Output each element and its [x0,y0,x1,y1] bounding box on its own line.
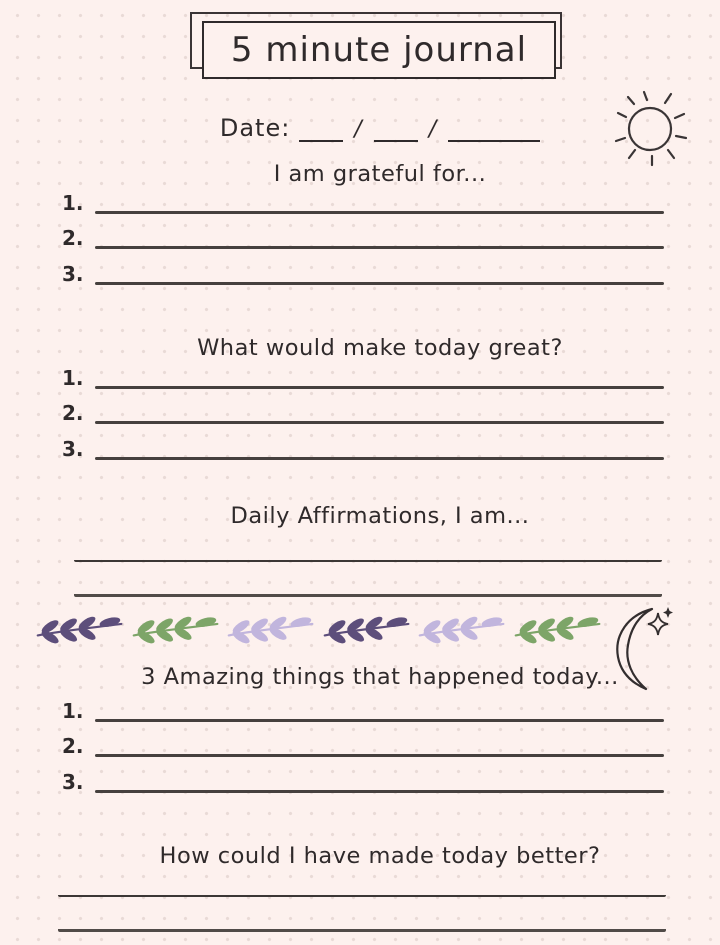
leaf-sprig-icon [418,614,506,648]
writing-line[interactable] [95,282,664,285]
section-heading-better: How could I have made today better? [159,843,601,869]
sparkle-icon [663,607,673,618]
line-number-label: 3. [62,769,84,794]
line-number-label: 1. [62,190,84,215]
journal-line-row [62,178,664,214]
journal-line-row [62,353,664,389]
writing-line[interactable] [95,421,664,424]
line-number-label: 2. [62,226,84,250]
better-lines [58,862,666,932]
amazing-lines [62,686,664,793]
writing-line[interactable] [95,386,664,389]
leaf-sprig-icon [323,614,411,648]
divider-leaf-garland [36,613,602,649]
writing-line[interactable] [95,790,664,793]
writing-line[interactable] [95,457,664,460]
writing-line[interactable] [58,897,666,933]
date-blank-year[interactable] [448,116,540,142]
leaf-sprig-icon [514,614,602,648]
journal-line-row [62,389,664,425]
line-number-label: 3. [62,261,84,286]
writing-line[interactable] [95,246,664,249]
journal-line-row [62,249,664,285]
date-separator: / [354,117,363,142]
page-title: 5 minute journal [230,30,528,70]
section-heading-affirmations: Daily Affirmations, I am... [230,503,530,529]
date-label: Date: [219,114,291,142]
title-box [202,21,556,79]
line-number-label: 2. [62,401,84,425]
line-number-label: 2. [62,734,84,758]
journal-line-row [62,686,664,722]
writing-line[interactable] [74,527,662,562]
grateful-lines [62,178,664,285]
section-heading-amazing: 3 Amazing things that happened today... [141,664,619,690]
leaf-sprig-icon [132,614,220,648]
affirmations-lines [74,527,662,597]
date-blank-day[interactable] [374,116,418,142]
writing-line[interactable] [95,754,664,757]
section-heading-grateful: I am grateful for... [273,161,487,187]
date-row [40,114,720,142]
line-number-label: 3. [62,436,84,461]
line-number-label: 1. [62,365,84,390]
leaf-sprig-icon [227,614,315,648]
leaf-sprig-icon [36,614,124,648]
writing-line[interactable] [95,211,664,214]
journal-line-row [62,722,664,758]
line-number-label: 1. [62,698,84,723]
writing-line[interactable] [95,719,664,722]
journal-line-row [62,214,664,250]
writing-line[interactable] [74,562,662,598]
today-great-lines [62,353,664,460]
date-separator: / [428,117,438,142]
section-heading-today-great: What would make today great? [197,335,563,361]
journal-line-row [62,757,664,793]
date-blank-month[interactable] [299,116,343,142]
journal-line-row [62,424,664,460]
writing-line[interactable] [58,862,666,897]
sparkle-icon [648,613,668,635]
